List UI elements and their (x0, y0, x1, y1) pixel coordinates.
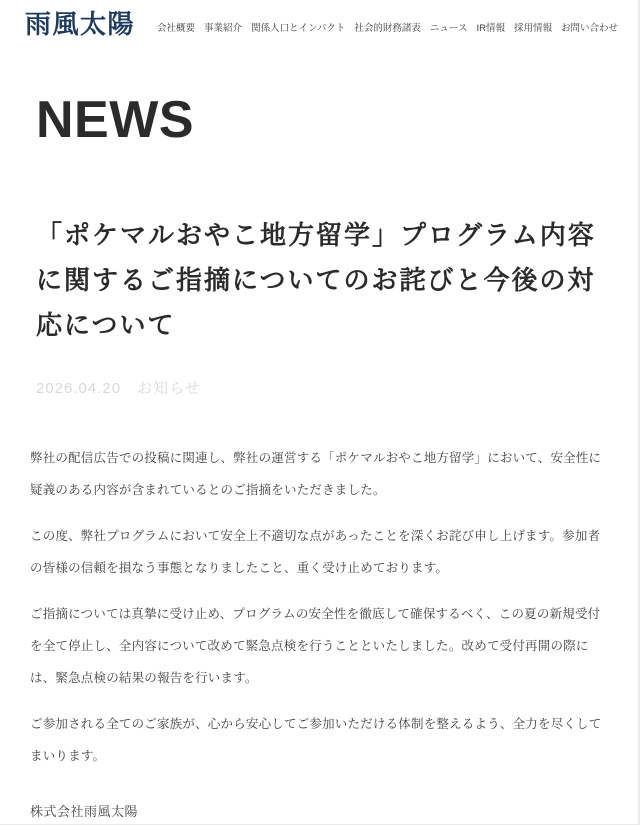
nav-item-contact[interactable]: お問い合わせ (560, 23, 618, 34)
article-body (30, 442, 612, 772)
article-date: 2026.04.20 (36, 380, 122, 397)
nav-item-ir[interactable]: IR情報 (476, 23, 505, 34)
article-meta (36, 380, 612, 398)
nav-item-relation-impact[interactable]: 関係人口とインパクト (251, 23, 346, 34)
company-signature: 株式会社雨風太陽 (30, 804, 139, 819)
top-navigation (157, 8, 618, 34)
article-paragraph: この度、弊社プログラムにおいて安全上不適切な点があったことを深くお詫び申し上げます。参加者の皆様の信頼を損なう事態となりましたこと、重く受け止めております。 (30, 529, 601, 575)
company-logo[interactable]: 雨風太陽 (25, 10, 136, 39)
nav-item-company[interactable]: 会社概要 (157, 23, 196, 34)
article-paragraph: ご指摘については真摯に受け止め、プログラムの安全性を徹底して確保するべく、この夏の新規受付を全て停止し、全内容について改めて緊急点検を行うことといたしました。改めて受付再開の際には、緊急点検の結果の報告を行います。 (30, 607, 601, 685)
article-title: 「ポケマルおやこ地方留学」プログラム内容に関するご指摘についてのお詫びと今後の対応について (36, 220, 596, 340)
nav-item-news[interactable]: ニュース (429, 23, 468, 34)
article-paragraph: 弊社の配信広告での投稿に関連し、弊社の運営する「ポケマルおやこ地方留学」において、安全性に疑義のある内容が含まれているとのご指摘をいただきました。 (30, 451, 602, 497)
page-title: NEWS (36, 91, 194, 149)
nav-item-recruit[interactable]: 採用情報 (513, 23, 552, 34)
news-article-page (0, 91, 640, 820)
article-category: お知らせ (137, 380, 201, 397)
site-header (0, 0, 640, 44)
article-paragraph: ご参加される全てのご家族が、心から安心してご参加いただける体制を整えるよう、全力を尽くしてまいります。 (30, 717, 602, 763)
nav-item-business[interactable]: 事業紹介 (204, 23, 243, 34)
nav-item-social-financial[interactable]: 社会的財務諸表 (354, 23, 421, 34)
